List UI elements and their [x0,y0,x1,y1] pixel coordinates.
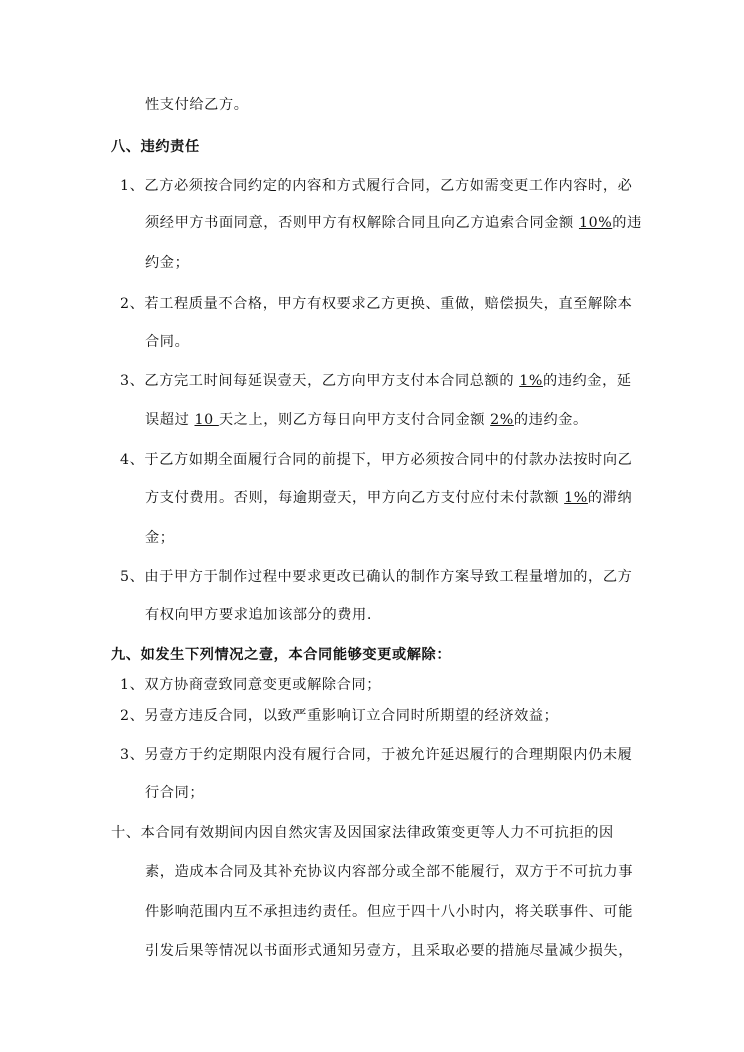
s8-item5-line2: 有权向甲方要求追加该部分的费用. [145,607,372,623]
s10-line4: 引发后果等情况以书面形式通知另壹方，且采取必要的措施尽量减少损失， [145,943,633,959]
s8-item3-line1 [120,372,632,390]
s8-item3-text2: 误超过 [145,412,195,428]
s9-item3-line1: 3、另壹方于约定期限内没有履行合同，于被允许延迟履行的合理期限内仍未履 [120,747,633,763]
s8-item3-days: 10 [194,412,219,428]
section9-heading: 九、如发生下列情况之壹，本合同能够变更或解除： [111,647,452,663]
s9-item3-line2: 行合同； [145,785,205,801]
s8-item1-line1: 1、乙方必须按合同约定的内容和方式履行合同，乙方如需变更工作内容时，必 [120,178,633,194]
s8-item3-text: 3、乙方完工时间每延误壹天，乙方向甲方支付本合同总额的 [120,373,520,389]
s9-item1: 1、双方协商壹致同意变更或解除合同； [120,677,382,693]
s8-item1-text: 须经甲方书面同意，否则甲方有权解除合同且向乙方追索合同金额 [145,215,579,231]
s8-item1-line3: 约金； [145,255,190,271]
s8-item1-line2 [145,214,642,232]
s8-item3-penalty-rate: 1% [519,373,543,389]
s8-item3-text4: 的违约金。 [513,412,588,428]
s9-item2: 2、另壹方违反合同，以致严重影响订立合同时所期望的经济效益； [120,708,559,724]
section8-heading: 八、违约责任 [111,139,200,155]
s8-item4-text-end: 的滞纳 [587,490,633,506]
s8-item2-line1: 2、若工程质量不合格，甲方有权要求乙方更换、重做，赔偿损失，直至解除本 [120,296,633,312]
s8-item4-line1: 4、于乙方如期全面履行合同的前提下，甲方必须按合同中的付款办法按时向乙 [120,452,633,468]
continuation-line: 性支付给乙方。 [145,97,249,113]
s10-line2: 素，造成本合同及其补充协议内容部分或全部不能履行，双方于不可抗力事 [145,864,633,880]
s10-line1: 十、本合同有效期间内因自然灾害及因国家法律政策变更等人力不可抗拒的因 [111,825,614,841]
s8-item3-daily-rate: 2% [490,412,514,428]
s8-item4-line2 [145,489,632,507]
s8-item2-line2: 合同。 [145,334,190,350]
s8-item3-text3: 天之上，则乙方每日向甲方支付合同金额 [218,412,491,428]
s8-item1-text-end: 的违 [612,215,642,231]
s10-line3: 件影响范围内互不承担违约责任。但应于四十八小时内，将关联事件、可能 [145,904,633,920]
s8-item4-text: 方支付费用。否则，每逾期壹天，甲方向乙方支付应付未付款额 [145,490,565,506]
s8-item5-line1: 5、由于甲方于制作过程中要求更改已确认的制作方案导致工程量增加的，乙方 [120,569,633,585]
s8-item3-text-end: 的违约金，延 [542,373,632,389]
s8-item1-penalty-rate: 10% [578,215,613,231]
s8-item4-line3: 金； [145,530,175,546]
s8-item3-line2 [145,411,588,429]
s8-item4-late-fee-rate: 1% [564,490,588,506]
